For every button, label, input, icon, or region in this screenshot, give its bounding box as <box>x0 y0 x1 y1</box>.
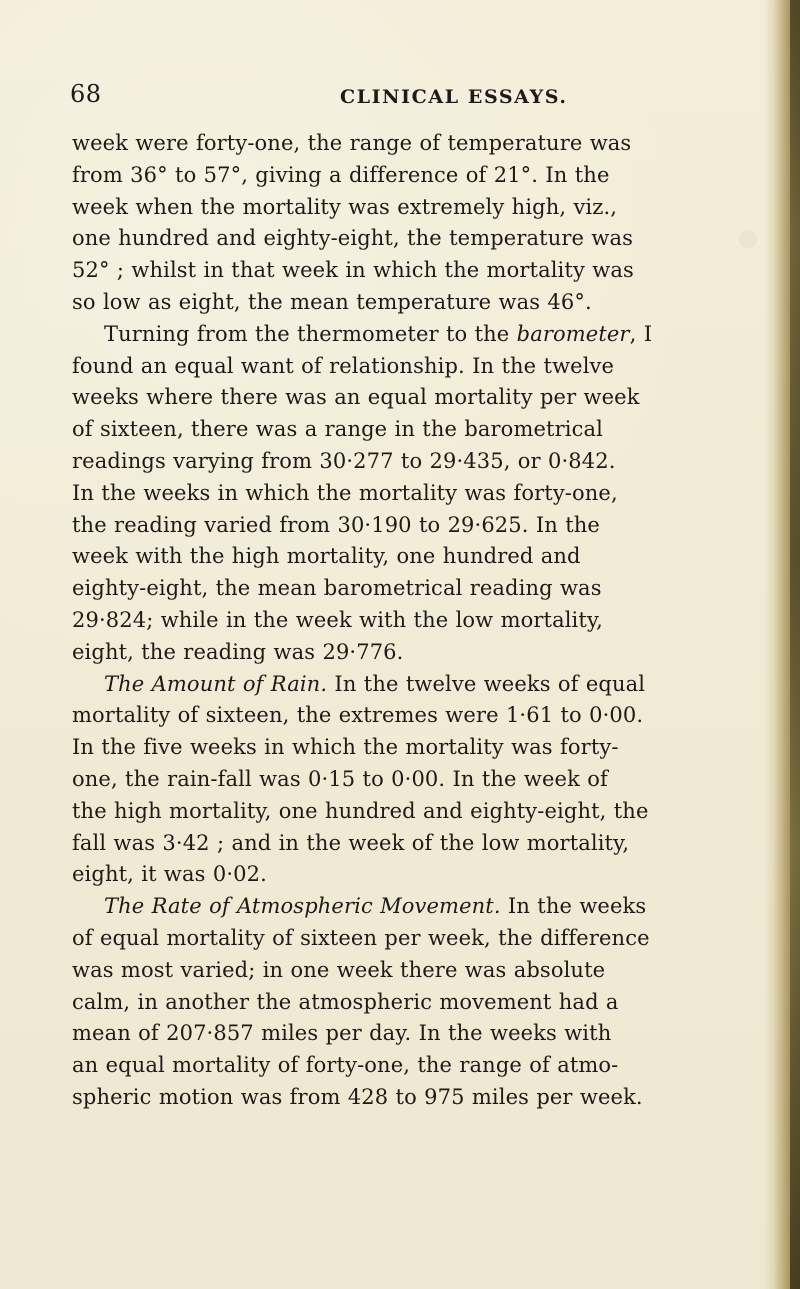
text-line: In the weeks in which the mortality was forty-one, <box>72 480 618 505</box>
text-line: eighty-eight, the mean barometrical reading was <box>72 576 602 601</box>
text-segment: , I <box>629 321 653 346</box>
text-line: eight, the reading was 29·776. <box>72 639 404 664</box>
text-line: an equal mortality of forty-one, the range of atmo- <box>72 1053 619 1078</box>
text-line: 52° ; whilst in that week in which the mortality was <box>72 258 634 283</box>
text-line: week when the mortality was extremely high, viz., <box>72 194 618 219</box>
running-head: CLINICAL ESSAYS. <box>340 86 568 108</box>
section-heading: The Amount of Rain. <box>104 671 328 696</box>
text-line: In the five weeks in which the mortality was forty- <box>72 735 619 760</box>
page-number: 68 <box>70 80 102 108</box>
text-line: calm, in another the atmospheric movement had a <box>72 989 619 1014</box>
text-line: the reading varied from 30·190 to 29·625. In the <box>72 512 600 537</box>
text-line: eight, it was 0·02. <box>72 862 267 887</box>
page-edge-shadow <box>764 0 800 1289</box>
text-segment: In the twelve weeks of equal <box>327 671 646 696</box>
text-line: found an equal want of relationship. In the twelve <box>72 353 615 378</box>
italic-term: barometer <box>516 321 630 346</box>
text-line <box>72 891 748 923</box>
text-line <box>72 669 748 701</box>
text-line: week with the high mortality, one hundred and <box>72 544 581 569</box>
text-line: weeks where there was an equal mortality per week <box>72 385 640 410</box>
section-heading: The Rate of Atmospheric Movement. <box>104 894 501 919</box>
text-line: so low as eight, the mean temperature was 46°. <box>72 289 592 314</box>
text-line: mortality of sixteen, the extremes were 1·61 to 0·00. <box>72 703 644 728</box>
text-line: one hundred and eighty-eight, the temperature was <box>72 226 633 251</box>
text-line: of equal mortality of sixteen per week, the difference <box>72 925 650 950</box>
text-line: of sixteen, there was a range in the barometrical <box>72 417 603 442</box>
text-line: readings varying from 30·277 to 29·435, or 0·842. <box>72 448 616 473</box>
text-line <box>72 319 748 351</box>
text-line: from 36° to 57°, giving a difference of 21°. In the <box>72 162 610 187</box>
text-line: was most varied; in one week there was absolute <box>72 957 606 982</box>
text-line: mean of 207·857 miles per day. In the weeks with <box>72 1021 612 1046</box>
text-line: one, the rain-fall was 0·15 to 0·00. In the week of <box>72 766 608 791</box>
main-text <box>72 128 748 1114</box>
text-line: fall was 3·42 ; and in the week of the low mortality, <box>72 830 630 855</box>
text-line: the high mortality, one hundred and eighty-eight, the <box>72 798 649 823</box>
text-line: 29·824; while in the week with the low mortality, <box>72 607 603 632</box>
text-line: week were forty-one, the range of temperature was <box>72 131 632 155</box>
text-segment: Turning from the thermometer to the <box>104 321 517 346</box>
text-line: spheric motion was from 428 to 975 miles per week. <box>72 1084 643 1109</box>
text-segment: In the weeks <box>500 894 647 919</box>
